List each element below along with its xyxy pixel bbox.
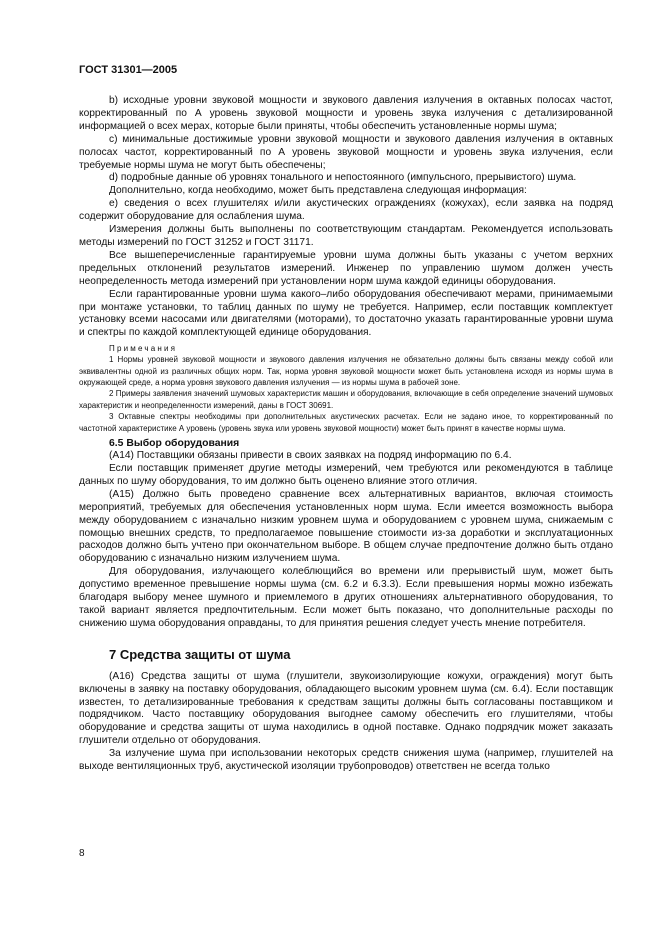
- paragraph-a15: (А15) Должно быть проведено сравнение всех альтернативных вариантов, включая стоимость мероприятий, требуемых для обеспечения установленных норм шума. Если имеется возможность выбора между оборудованием с изначально низким уровнем шума и оборудованием с уровнем шума, снижаемым с помощью внешних средств, то предполагаемое повышение стоимости из-за доработки и эксплуатационных расходов должно быть учтено при окончательном выборе. В общем случае предпочтение должно быть отдано оборудованию с изначально низким излучением шума.: [79, 488, 613, 565]
- note-3: 3 Октавные спектры необходимы при дополнительных акустических расчетах. Если не задано иное, то корректированный по частотной характеристике А уровень (уровень звука или уровень звуковой мощности) может быть принят в качестве нормы шума.: [79, 412, 613, 433]
- paragraph-installation-measures: Если гарантированные уровни шума какого–либо оборудования обеспечивают мерами, принимаемыми при монтаже установки, то таблиц данных по шуму не требуется. Например, если поставщик комплектует установку всеми насосами или двигателями (моторами), то достаточно указать гарантированные уровни шума и спектры по каждой комплектующей единице оборудования.: [79, 288, 613, 339]
- paragraph-fluctuating-noise: Для оборудования, излучающего колеблющийся во времени или прерывистый шум, может быть допустимо временное превышение нормы шума (см. 6.2 и 6.3.3). Если превышения нормы можно избежать благодаря выбору менее шумного и приемлемого в других отношениях альтернативного оборудования, то такой вариант является предпочтительным. Если может быть показано, что дополнительные расходы по снижению шума оборудования оправданы, то для принятия решения следует учесть мнение потребителя.: [79, 566, 613, 629]
- paragraph-guaranteed-levels: Все вышеперечисленные гарантируемые уровни шума должны быть указаны с учетом верхних предельных отклонений результатов измерений. Инженер по управлению шумом должен учесть неопределенность метода измерений при установлении норм шума каждой единицы оборудования.: [79, 249, 613, 287]
- paragraph-c: с) минимальные достижимые уровни звуковой мощности и звукового давления излучения в октавных полосах частот, корректированный по А уровень звуковой мощности и уровень звука излучения, если требуемые нормы шума не могут быть обеспечены;: [79, 133, 613, 171]
- section-6-5-heading: 6.5 Выбор оборудования: [109, 438, 240, 450]
- section-7-heading: 7 Средства защиты от шума: [109, 646, 291, 662]
- paragraph-d: d) подробные данные об уровнях тонального и непостоянного (импульсного, прерывистого) шума.: [109, 172, 577, 184]
- paragraph-a16: (А16) Средства защиты от шума (глушители, звукоизолирующие кожухи, ограждения) могут быть включены в заявку на поставку оборудования, обладающего высоким уровнем шума (см. 6.4). Если поставщик известен, то детализированные требования к средствам защиты должны быть согласованы поставщиком и подрядчиком. Часто поставщику оборудования выгоднее самому обеспечить его глушителями, чтобы оборудование и средства защиты от шума находились в одной поставке. Однако подрядчик может заказать глушители отдельно от оборудования.: [79, 670, 613, 747]
- document-header: ГОСТ 31301—2005: [79, 64, 178, 76]
- paragraph-measurements: Измерения должны быть выполнены по соответствующим стандартам. Рекомендуется использовать методы измерений по ГОСТ 31252 и ГОСТ 31171.: [79, 224, 613, 248]
- note-1: 1 Нормы уровней звуковой мощности и звукового давления излучения не обязательно должны быть связаны между собой или эквивалентны одной из различных общих норм. Так, норма уровня звуковой мощности может быть установлена исходя из нормы шума в окружающей среде, а норма уровня звукового давления излучения — из нормы шума в рабочей зоне.: [79, 355, 613, 388]
- paragraph-e: е) сведения о всех глушителях и/или акустических ограждениях (кожухах), если заявка на подряд содержит оборудование для ослабления шума.: [79, 198, 613, 223]
- paragraph-responsibility: За излучение шума при использовании некоторых средств снижения шума (например, глушителей на выходе вентиляционных труб, акустической изоляции трубопроводов) ответствен не всегда только: [79, 748, 613, 773]
- page-number: 8: [79, 848, 85, 859]
- paragraph-other-methods: Если поставщик применяет другие методы измерений, чем требуются или рекомендуются в таблице данных по шуму оборудования, то им должно быть оценено влияние этого отличия.: [79, 462, 613, 487]
- note-2: 2 Примеры заявления значений шумовых характеристик машин и оборудования, включающие в себя определение значений шумовых характеристик и неопределенности измерений, даны в ГОСТ 30691.: [79, 389, 613, 410]
- paragraph-a14: (А14) Поставщики обязаны привести в своих заявках на подряд информацию по 6.4.: [109, 450, 512, 462]
- paragraph-additional: Дополнительно, когда необходимо, может быть представлена следующая информация:: [109, 185, 527, 197]
- page-content: [79, 95, 613, 774]
- notes-title: Примечания: [109, 344, 178, 354]
- paragraph-b: b) исходные уровни звуковой мощности и звукового давления излучения в октавных полосах частот, корректированный по А уровень звуковой мощности и уровень звука излучения с детализированной информацией о всех мерах, которые были приняты, чтобы обеспечить установленные нормы шума;: [79, 95, 613, 132]
